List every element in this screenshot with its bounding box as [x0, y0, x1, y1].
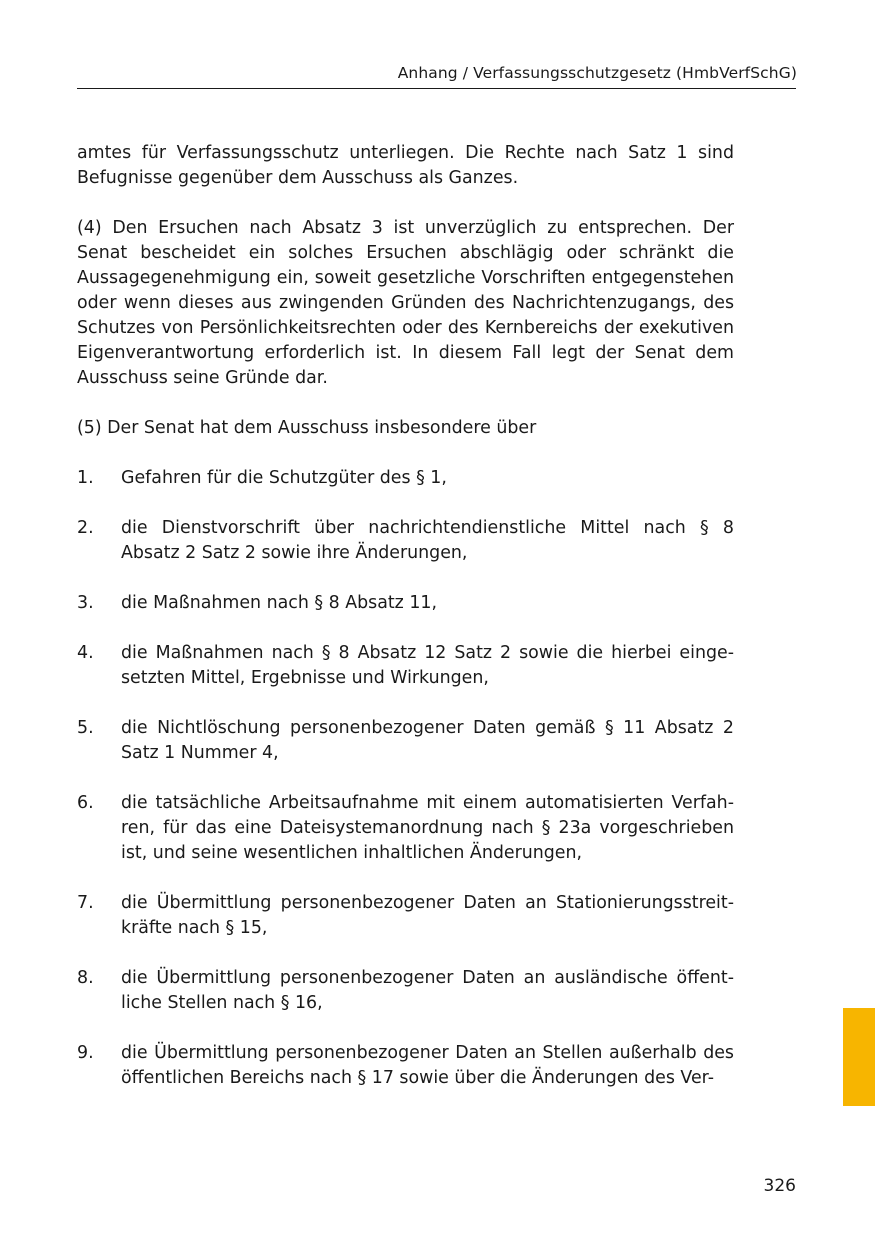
list-item-text: die Übermittlung personenbezogener Daten an ausländische öffentliche Stellen nach § 16, [121, 968, 734, 1013]
list-item-text: die Übermittlung personenbezogener Daten an Stellen außerhalb des öffentlichen Bereichs nach § 17 sowie über die Änderungen des Ver- [121, 1043, 734, 1088]
list-item [77, 641, 734, 691]
list-item [77, 516, 734, 566]
paragraph-section-5-intro: (5) Der Senat hat dem Ausschuss insbesondere über [77, 418, 537, 438]
list-item-number: 1. [77, 468, 94, 488]
list-item [77, 966, 734, 1016]
list-item-text: die tatsächliche Arbeitsaufnahme mit einem automatisierten Verfahren, für das eine Dateisystemanordnung nach § 23a vorgeschrieben ist, und seine wesentlichen inhaltlichen Änderungen, [121, 793, 734, 863]
list-item-number: 4. [77, 643, 94, 663]
page-body [77, 141, 734, 1116]
list-item [77, 891, 734, 941]
header-divider [77, 88, 796, 89]
list-item-number: 3. [77, 593, 94, 613]
list-item-text: die Dienstvorschrift über nachrichtendienstliche Mittel nach § 8 Absatz 2 Satz 2 sowie ihre Änderungen, [121, 518, 734, 563]
list-item-text: die Nichtlöschung personenbezogener Daten gemäß § 11 Absatz 2 Satz 1 Nummer 4, [121, 718, 734, 763]
list-item-number: 5. [77, 718, 94, 738]
list-item-number: 6. [77, 793, 94, 813]
list-item-number: 8. [77, 968, 94, 988]
list-item [77, 1041, 734, 1091]
list-item-text: Gefahren für die Schutzgüter des § 1, [121, 468, 447, 488]
paragraph-section-4: (4) Den Ersuchen nach Absatz 3 ist unverzüglich zu entsprechen. Der Senat bescheidet ein solches Ersuchen abschlägig oder schränkt die Aussagegenehmigung ein, soweit gesetzliche Vorschriften entgegenstehen oder wenn dieses aus zwingenden Gründen des Nachrichtenzugangs, des Schutzes von Persönlichkeitsrechten oder des Kernbereichs der exekutiven Eigenverantwortung erforderlich ist. In diesem Fall legt der Senat dem Ausschuss seine Gründe dar. [77, 218, 734, 388]
chapter-thumb-tab [843, 1008, 875, 1106]
paragraph-continuation: amtes für Verfassungsschutz unterliegen. Die Rechte nach Satz 1 sind Befugnisse gegenüber dem Ausschuss als Ganzes. [77, 143, 734, 188]
list-item-number: 7. [77, 893, 94, 913]
list-item [77, 466, 734, 491]
running-header-title: Anhang / Verfassungsschutzgesetz (HmbVerfSchG) [397, 64, 797, 82]
list-item-text: die Maßnahmen nach § 8 Absatz 11, [121, 593, 437, 613]
numbered-list [77, 466, 734, 1091]
list-item-number: 2. [77, 518, 94, 538]
list-item-text: die Maßnahmen nach § 8 Absatz 12 Satz 2 sowie die hierbei eingesetzten Mittel, Ergebnisse und Wirkungen, [121, 643, 734, 688]
list-item [77, 591, 734, 616]
list-item [77, 716, 734, 766]
list-item [77, 791, 734, 866]
list-item-text: die Übermittlung personenbezogener Daten an Stationierungsstreitkräfte nach § 15, [121, 893, 734, 938]
list-item-number: 9. [77, 1043, 94, 1063]
page-number: 326 [763, 1176, 796, 1196]
